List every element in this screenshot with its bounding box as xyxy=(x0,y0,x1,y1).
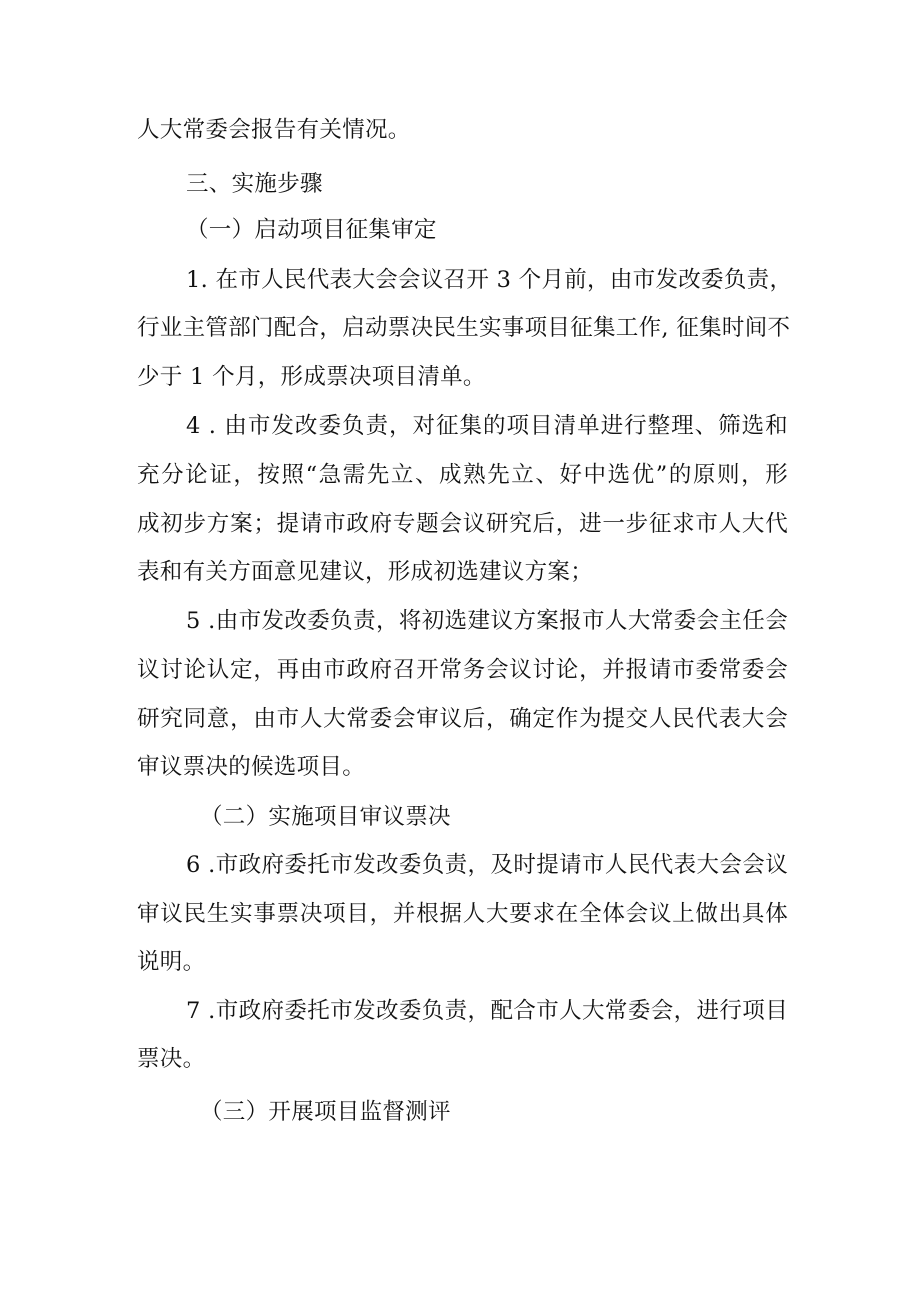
paragraph-line: 说明。 xyxy=(137,949,206,975)
paragraph-line: 票决。 xyxy=(137,1046,206,1072)
section-heading: 三、实施步骤 xyxy=(186,171,323,197)
subsection-heading: （一）启动项目征集审定 xyxy=(186,217,437,243)
paragraph-line: 5 .由市发改委负责，将初选建议方案报市人大常委会主任会 xyxy=(186,608,788,634)
text-line: 人大常委会报告有关情况。 xyxy=(137,117,411,143)
subsection-heading: （二）实施项目审议票决 xyxy=(200,804,451,830)
paragraph-line: 充分论证，按照“急需先立、成熟先立、好中选优”的原则，形 xyxy=(137,462,788,488)
paragraph-line: 7 .市政府委托市发改委负责，配合市人大常委会，进行项目 xyxy=(186,998,788,1024)
subsection-heading: （三）开展项目监督测评 xyxy=(200,1099,451,1125)
paragraph-line: 审议民生实事票决项目，并根据人大要求在全体会议上做出具体 xyxy=(137,901,788,927)
paragraph-line: 审议票决的候选项目。 xyxy=(137,754,366,780)
paragraph-line: 少于 1 个月，形成票决项目清单。 xyxy=(137,364,486,390)
paragraph-line: 1. 在市人民代表大会会议召开 3 个月前，由市发改委负责， xyxy=(186,267,793,293)
paragraph-line: 研究同意，由市人大常委会审议后，确定作为提交人民代表大会 xyxy=(137,706,788,732)
paragraph-line: 4 . 由市发改委负责，对征集的项目清单进行整理、筛选和 xyxy=(186,413,788,439)
paragraph-line: 表和有关方面意见建议，形成初选建议方案； xyxy=(137,559,594,585)
paragraph-line: 6 .市政府委托市发改委负责，及时提请市人民代表大会会议 xyxy=(186,852,788,878)
paragraph-line: 成初步方案；提请市政府专题会议研究后，进一步征求市人大代 xyxy=(137,511,788,537)
paragraph-line: 议讨论认定，再由市政府召开常务会议讨论，并报请市委常委会 xyxy=(137,657,788,683)
paragraph-line: 行业主管部门配合，启动票决民生实事项目征集工作, 征集时间不 xyxy=(137,315,791,341)
